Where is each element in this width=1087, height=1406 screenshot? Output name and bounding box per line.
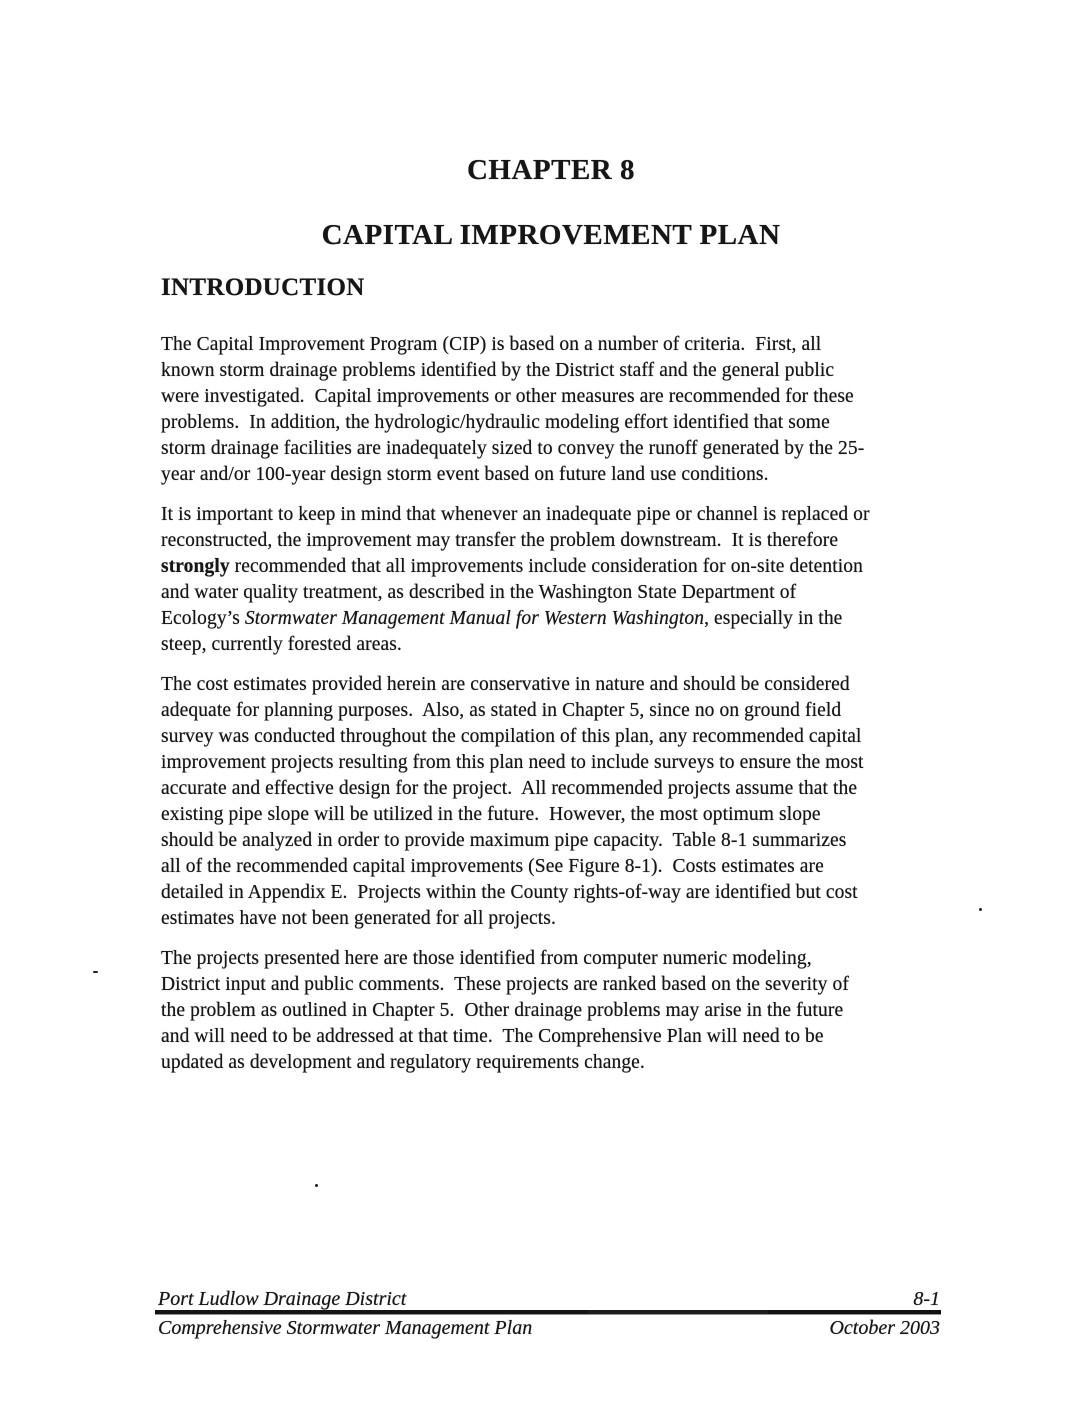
- text-line: estimates have not been generated for all projects.: [161, 908, 556, 929]
- footer-line-1: [158, 1287, 940, 1311]
- text-line: were investigated. Capital improvements or other measures are recommended for these: [161, 386, 854, 407]
- text-line: accurate and effective design for the project. All recommended projects assume that the: [161, 778, 858, 799]
- text-line: It is important to keep in mind that whenever an inadequate pipe or channel is replaced or: [161, 504, 870, 525]
- text-line: the problem as outlined in Chapter 5. Other drainage problems may arise in the future: [161, 1000, 844, 1021]
- chapter-title: CHAPTER 8: [466, 154, 636, 186]
- text-line: District input and public comments. These projects are ranked based on the severity of: [161, 974, 849, 995]
- footer-doc-title: Comprehensive Stormwater Management Plan: [158, 1317, 533, 1339]
- paragraph-1: [161, 332, 951, 488]
- text-line: The cost estimates provided herein are conservative in nature and should be considered: [161, 674, 850, 695]
- scan-artifact-dot: [93, 971, 98, 973]
- footer-date: October 2003: [829, 1317, 940, 1339]
- footer-page-number: 8-1: [913, 1288, 940, 1310]
- scan-artifact-dot: [315, 1184, 318, 1187]
- scan-artifact-dot: [979, 908, 982, 911]
- footer-org: Port Ludlow Drainage District: [158, 1288, 407, 1310]
- text-line: The Capital Improvement Program (CIP) is based on a number of criteria. First, all: [161, 334, 822, 355]
- text-line: survey was conducted throughout the compilation of this plan, any recommended capital: [161, 726, 862, 747]
- text-line: improvement projects resulting from this plan need to include surveys to ensure the most: [161, 752, 864, 773]
- text-line: existing pipe slope will be utilized in the future. However, the most optimum slope: [161, 804, 821, 825]
- text-line: adequate for planning purposes. Also, as stated in Chapter 5, since no on ground field: [161, 700, 842, 721]
- text-line: and water quality treatment, as described in the Washington State Department of: [161, 582, 797, 603]
- text-line: updated as development and regulatory requirements change.: [161, 1052, 645, 1073]
- text-line: The projects presented here are those identified from computer numeric modeling,: [161, 948, 812, 969]
- body-text: [161, 332, 951, 1090]
- paragraph-4: [161, 946, 951, 1076]
- section-heading-introduction: INTRODUCTION: [161, 274, 365, 301]
- text-line: should be analyzed in order to provide maximum pipe capacity. Table 8-1 summarizes: [161, 830, 847, 851]
- text-line: steep, currently forested areas.: [161, 634, 402, 655]
- text-line: detailed in Appendix E. Projects within the County rights-of-way are identified but cost: [161, 882, 858, 903]
- text-line: reconstructed, the improvement may transfer the problem downstream. It is therefore: [161, 530, 839, 551]
- document-title: CAPITAL IMPROVEMENT PLAN: [321, 219, 781, 251]
- text-line: known storm drainage problems identified by the District staff and the general public: [161, 360, 835, 381]
- footer-line-2: [158, 1316, 940, 1340]
- text-line: problems. In addition, the hydrologic/hydraulic modeling effort identified that some: [161, 412, 830, 433]
- paragraph-3: [161, 672, 951, 932]
- paragraph-2: [161, 502, 951, 658]
- footer-rule: [155, 1310, 941, 1314]
- text-line: year and/or 100-year design storm event based on future land use conditions.: [161, 464, 769, 485]
- text-line: all of the recommended capital improvements (See Figure 8-1). Costs estimates are: [161, 856, 824, 877]
- text-line: strongly recommended that all improvements include consideration for on-site detention: [161, 556, 863, 577]
- text-line: Ecology’s Stormwater Management Manual for Western Washington, especially in the: [161, 608, 843, 629]
- text-line: and will need to be addressed at that time. The Comprehensive Plan will need to be: [161, 1026, 824, 1047]
- text-line: storm drainage facilities are inadequately sized to convey the runoff generated by the 25-: [161, 438, 865, 459]
